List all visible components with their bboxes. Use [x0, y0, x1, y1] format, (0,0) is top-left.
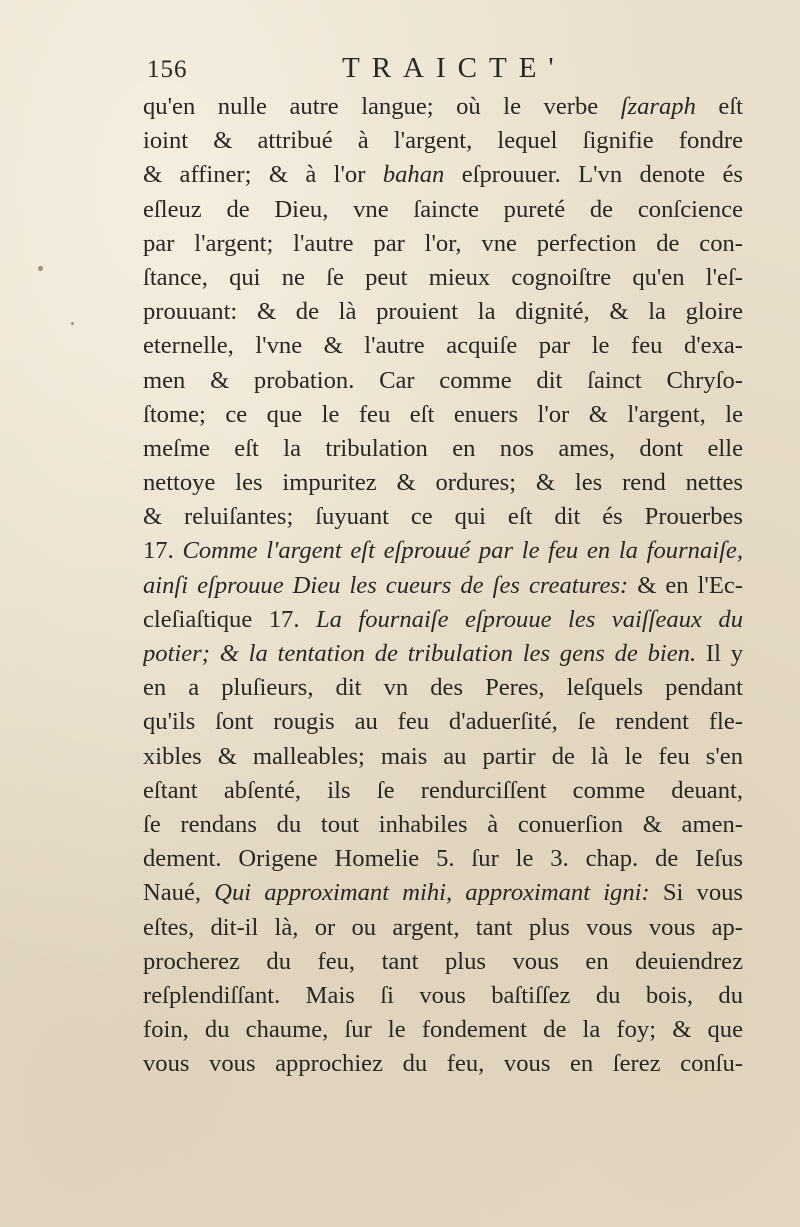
text-line [143, 945, 743, 979]
italic-quotation: ainſi eſprouue Dieu les cueurs de ſes creatures: [143, 571, 629, 599]
text-line [143, 603, 743, 637]
text-line [143, 329, 743, 363]
text-line [143, 911, 743, 945]
text-line [143, 90, 743, 124]
text-run: procherez du feu, tant plus vous en deuiendrez [143, 947, 743, 975]
text-line [143, 227, 743, 261]
text-line [143, 1047, 743, 1081]
text-run: xibles & malleables; mais au partir de là le feu s'en [143, 742, 743, 770]
text-run: men & probation. Car comme dit ſainct Chryſo- [143, 366, 743, 394]
text-run: & affiner; & à l'or [143, 161, 383, 189]
text-line [143, 466, 743, 500]
text-line [143, 534, 743, 568]
text-run: eſtes, dit-il là, or ou argent, tant plus vous vous ap- [143, 913, 743, 941]
text-run: dement. Origene Homelie 5. ſur le 3. chap. de Ieſus [143, 845, 743, 873]
italic-quotation: Comme l'argent eſt eſprouué par le feu en la fournaiſe, [182, 537, 743, 565]
text-run: eternelle, l'vne & l'autre acquiſe par le feu d'exa- [143, 332, 743, 360]
text-run: eſt [695, 93, 743, 120]
text-line [143, 979, 743, 1013]
text-run: prouuant: & de là prouient la dignité, & la gloire [143, 298, 743, 326]
text-run: vous vous approchiez du feu, vous en ſerez conſu- [143, 1050, 743, 1078]
text-run: & en l'Ec- [628, 571, 743, 599]
italic-quotation: potier; & la tentation de tribulation les gens de bien. [143, 640, 697, 667]
body-text [143, 90, 743, 1081]
page-header [147, 48, 747, 92]
text-run: qu'en nulle autre langue; où le verbe [143, 93, 621, 120]
text-run: foin, du chaume, ſur le fondement de la foy; & que [143, 1016, 743, 1044]
page-number: 156 [147, 56, 188, 83]
text-line [143, 671, 743, 705]
text-run: meſme eſt la tribulation en nos ames, dont elle [143, 434, 743, 462]
text-run: Il y [696, 640, 743, 667]
text-line [143, 808, 743, 842]
italic-quotation: bahan [382, 161, 445, 189]
text-line [143, 774, 743, 808]
ink-spot [71, 322, 74, 325]
text-line [143, 124, 743, 158]
text-line [143, 364, 743, 398]
text-run: qu'ils ſont rougis au feu d'aduerſité, ſe rendent fle- [143, 708, 743, 736]
text-run: ſtome; ce que le feu eſt enuers l'or & l'argent, le [143, 400, 743, 428]
text-line [143, 158, 743, 192]
text-run: 17. [143, 537, 183, 565]
text-run: eſprouuer. L'vn denote és [444, 161, 743, 189]
running-title: TRAICTE' [342, 52, 566, 84]
text-run: en a pluſieurs, dit vn des Peres, leſquels pendant [143, 674, 743, 702]
text-run: nettoye les impuritez & ordures; & les rend nettes [143, 469, 743, 497]
italic-quotation: La fournaiſe eſprouue les vaiſſeaux du [315, 605, 743, 633]
text-run: ſe rendans du tout inhabiles à conuerſion & amen- [143, 810, 743, 838]
text-line [143, 500, 743, 534]
text-run: Si vous [649, 879, 743, 907]
text-line [143, 398, 743, 432]
text-run: reſplendiſſant. Mais ſi vous baſtiſſez du bois, du [143, 981, 743, 1009]
text-run: par l'argent; l'autre par l'or, vne perfection de con- [143, 229, 743, 257]
text-line [143, 876, 743, 910]
text-line [143, 295, 743, 329]
text-run: ſtance, qui ne ſe peut mieux cognoiſtre qu'en l'eſ- [143, 263, 743, 291]
italic-quotation: Qui approximant mihi, approximant igni: [214, 879, 650, 907]
text-run: ioint & attribué à l'argent, lequel ſignifie fondre [143, 127, 743, 155]
text-line [143, 193, 743, 227]
text-line [143, 740, 743, 774]
text-run: eſtant abſenté, ils ſe rendurciſſent comme deuant, [143, 776, 743, 804]
text-line [143, 261, 743, 295]
text-line [143, 569, 743, 603]
italic-quotation: ſzaraph [620, 93, 696, 120]
text-line [143, 432, 743, 466]
text-line [143, 705, 743, 739]
text-line [143, 637, 743, 671]
text-run: eſleuz de Dieu, vne ſaincte pureté de conſcience [143, 195, 743, 223]
text-run: cleſiaſtique 17. [143, 605, 316, 633]
text-line [143, 1013, 743, 1047]
text-run: Naué, [143, 879, 215, 907]
ink-spot [38, 266, 43, 271]
text-line [143, 842, 743, 876]
text-run: & reluiſantes; ſuyuant ce qui eſt dit és Prouerbes [143, 503, 743, 531]
